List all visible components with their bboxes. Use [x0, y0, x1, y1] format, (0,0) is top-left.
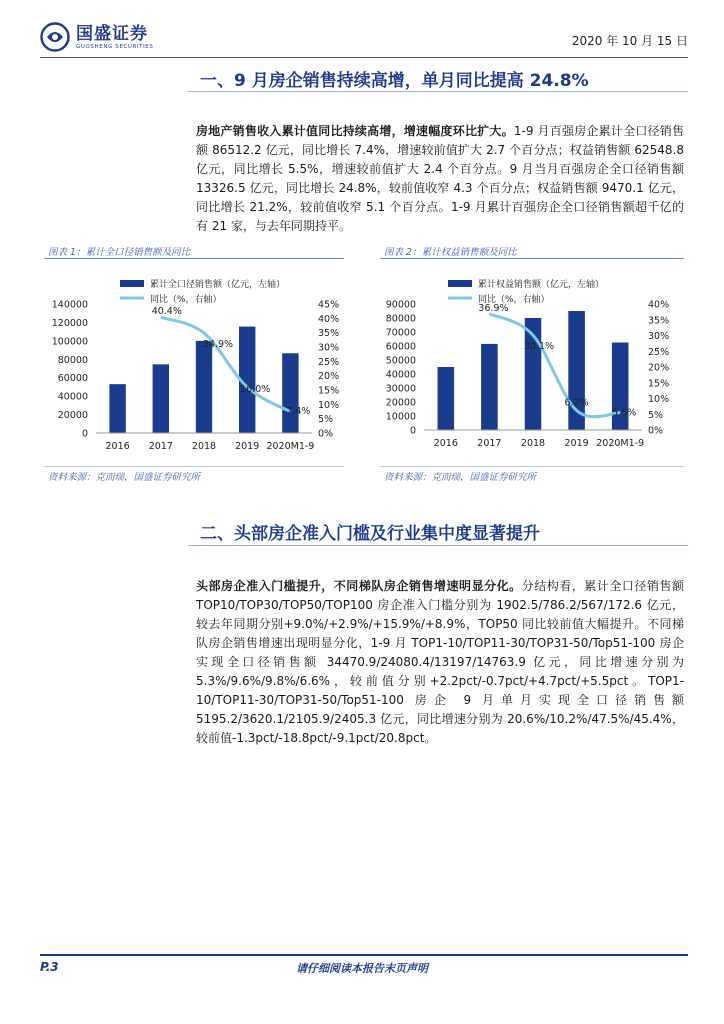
chart-1-left-tick: 20000 [57, 410, 88, 422]
chart-2-left-tick: 90000 [385, 299, 416, 311]
chart-1-bar [109, 384, 125, 433]
header-divider [40, 57, 688, 58]
chart-1-right-tick: 10% [318, 399, 340, 411]
disclaimer-note: 请仔细阅读本报告末页声明 [296, 962, 428, 975]
chart-1-right-tick: 35% [318, 328, 340, 340]
section-2-title: 二、头部房企准入门槛及行业集中度显著提升 [200, 524, 540, 544]
chart-1-legend-line-label: 同比（%，右轴） [150, 295, 222, 305]
page-header [40, 18, 688, 58]
chart-1-right-tick: 30% [318, 342, 340, 354]
chart-1-data-label: 16.0% [240, 384, 271, 396]
chart-1-right-tick: 20% [318, 371, 340, 383]
chart-2-right-tick: 35% [648, 315, 670, 327]
chart-1-category-label: 2019 [235, 441, 260, 452]
chart-1-data-label: 7.4% [286, 405, 311, 417]
chart-1-bar [282, 353, 298, 433]
logo-name-cn: 国盛证券 [76, 23, 148, 44]
chart-2-bar [438, 367, 455, 430]
chart-1-category-label: 2017 [148, 441, 173, 452]
chart-1-left-tick: 0 [81, 428, 88, 440]
chart-2-right-tick: 30% [648, 331, 670, 342]
chart-1-left-tick: 100000 [51, 336, 88, 348]
chart-1-right-tick: 15% [318, 385, 340, 397]
chart-2-svg [376, 262, 688, 462]
section-1-paragraph [196, 122, 684, 236]
chart-1-right-tick: 0% [318, 428, 334, 440]
page-number: P.3 [40, 960, 59, 974]
chart-2-right-tick: 25% [648, 346, 670, 358]
chart-2-right-tick: 15% [648, 378, 670, 390]
chart-1-left-tick: 120000 [51, 317, 88, 329]
chart-2-left-tick: 80000 [385, 313, 416, 325]
chart-2-left-tick: 0 [409, 425, 416, 437]
section-1-title-rule [188, 91, 688, 92]
chart-1-left-tick: 140000 [51, 299, 88, 311]
chart-1-right-tick: 25% [318, 356, 340, 368]
report-date: 2020 年 10 月 15 日 [571, 34, 688, 48]
section-2-lead: 头部房企准入门槛提升，不同梯队房企销售增速明显分化。 [196, 579, 522, 593]
figure-1-source-rule [44, 466, 344, 467]
chart-1-right-tick: 40% [318, 313, 340, 325]
chart-2 [376, 262, 688, 462]
footer-divider [40, 954, 688, 956]
chart-1-right-tick: 45% [318, 299, 340, 311]
chart-2-data-label: 36.9% [478, 302, 509, 314]
chart-2-data-label: 5.5% [612, 407, 637, 419]
chart-1-bar [153, 364, 169, 433]
chart-1-left-tick: 60000 [57, 373, 88, 385]
chart-2-right-tick: 5% [648, 409, 664, 421]
chart-2-right-tick: 0% [648, 425, 664, 437]
figure-1-source: 资料来源：克而瑞，国盛证券研究所 [48, 472, 201, 483]
chart-2-left-tick: 50000 [385, 355, 416, 367]
chart-2-legend-bar-label: 累计权益销售额（亿元，左轴） [478, 280, 605, 290]
chart-2-category-label: 2016 [433, 438, 458, 449]
chart-2-left-tick: 10000 [385, 411, 416, 423]
chart-1-data-label: 40.4% [151, 306, 182, 318]
chart-2-left-tick: 70000 [385, 327, 416, 339]
chart-2-data-label: 30.1% [523, 341, 555, 353]
chart-2-right-tick: 20% [648, 362, 670, 374]
chart-1-category-label: 2020M1-9 [266, 441, 315, 452]
guosheng-logo-icon [40, 22, 70, 52]
chart-1-category-label: 2016 [105, 441, 130, 452]
chart-2-legend-line-label: 同比（%，右轴） [478, 295, 550, 305]
chart-1-svg [40, 262, 350, 462]
chart-1-data-label: 34.9% [202, 338, 234, 350]
chart-2-bar [481, 344, 498, 430]
chart-1-legend-bar-label: 累计全口径销售额（亿元，左轴） [150, 280, 286, 290]
chart-1-category-label: 2018 [191, 441, 217, 452]
section-1-body: 1-9 月百强房企累计全口径销售额 86512.2 亿元，同比增长 7.4%，增速较前值扩大 2.7 个百分点；权益销售额 62548.8亿元，同比增长 5.5%，增速较前值扩大 2.4 个百分点。9 月当月百强房企全口径销售额 13326.5 亿元，同比增长 24.8%，较前值收窄 4.3 个百分点；权益销售额 9470.1 亿元，同比增长 21.2%，较前值收窄 5.1 个百分点。1-9 月累计百强房企全口径销售额超千亿的有 21 家，与去年同期持平。 [196, 124, 684, 233]
chart-2-left-tick: 60000 [385, 341, 416, 353]
chart-2-data-label: 6.2% [564, 397, 589, 409]
section-1-title: 一、9 月房企销售持续高增，单月同比提高 24.8% [200, 71, 589, 91]
figure-1-caption-rule [44, 258, 344, 259]
chart-2-category-label: 2017 [477, 438, 502, 449]
chart-1-bar [196, 341, 212, 433]
brand-logo [40, 22, 153, 52]
chart-1-right-tick: 5% [318, 414, 334, 426]
logo-name-en: GUOSHENG SECURITIES [76, 43, 154, 50]
chart-1 [40, 262, 350, 462]
chart-1-legend-bar-swatch [120, 280, 144, 287]
section-2-paragraph [196, 577, 684, 748]
figure-2-caption-rule [380, 258, 684, 259]
section-1-lead: 房地产销售收入累计值同比持续高增，增速幅度环比扩大。 [196, 124, 514, 138]
chart-1-left-tick: 40000 [57, 391, 88, 403]
section-2-title-rule [188, 545, 688, 546]
chart-2-right-tick: 40% [648, 299, 670, 311]
chart-2-category-label: 2019 [564, 438, 589, 449]
chart-2-left-tick: 30000 [385, 383, 416, 395]
chart-1-yoy-line [161, 317, 291, 412]
chart-2-category-label: 2020M1-9 [596, 438, 645, 449]
figure-2-caption: 图表 2：累计权益销售额及同比 [384, 247, 517, 258]
figure-1-caption: 图表 1：累计全口径销售额及同比 [48, 247, 191, 258]
chart-1-left-tick: 80000 [57, 354, 88, 366]
chart-2-left-tick: 20000 [385, 397, 416, 409]
figure-2-source-rule [380, 466, 684, 467]
chart-2-left-tick: 40000 [385, 369, 416, 381]
chart-2-right-tick: 10% [648, 394, 670, 405]
figure-2-source: 资料来源：克而瑞，国盛证券研究所 [384, 472, 537, 483]
chart-2-yoy-line [489, 314, 620, 417]
section-2-body: 分结构看，累计全口径销售额 TOP10/TOP30/TOP50/TOP100 房企准入门槛分别为 1902.5/786.2/567/172.6 亿元，较去年同期分别+9.0%/+2.9%/+15.9%/+8.9%，TOP50 同比较前值大幅提升。不同梯队房企销售增速出现明显分化，1-9 月 TOP1-10/TOP11-30/TOP31-50/Top51-100 房企实现全口径销售额 34470.9/24080.4/13197/14763.9 亿元，同比增速分别为 5.3%/9.6%/9.8%/6.6%，较前值分别+2.2pct/-0.7pct/+4.7pct/+5.5pct。TOP1-10/TOP11-30/TOP31-50/Top51-100 房企 9 月单月实现全口径销售额 5195.2/3620.1/2105.9/2405.3 亿元，同比增速分别为 20.6%/10.2%/47.5%/45.4%，较前值-1.3pct/-18.8pct/-9.1pct/20.8pct。 [196, 579, 684, 745]
chart-2-category-label: 2018 [520, 438, 546, 449]
chart-2-legend-bar-swatch [448, 280, 472, 287]
